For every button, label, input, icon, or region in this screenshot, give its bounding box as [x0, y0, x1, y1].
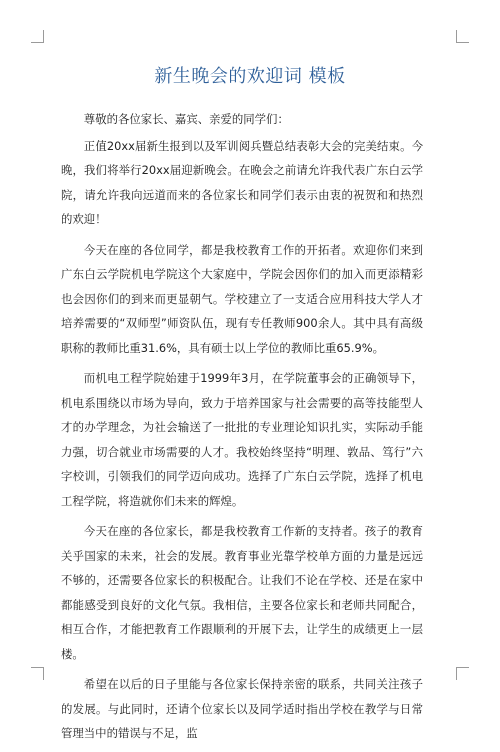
- body-paragraph: 今天在座的各位家长，都是我校教育工作新的支持者。孩子的教育关乎国家的未来，社会的发展。教育事业光靠学校单方面的力量是远远不够的，还需要各位家长的积极配合。让我们不论在学校、还是在家中都能感受到良好的文化气氛。我相信，主要各位家长和老师共同配合，相互合作，才能把教育工作跟顺利的开展下去，让学生的成绩更上一层楼。: [61, 524, 423, 661]
- salutation-paragraph: 尊敬的各位家长、嘉宾、亲爱的同学们：: [83, 112, 289, 126]
- body-paragraph: 今天在座的各位同学，都是我校教育工作的开拓者。欢迎你们来到广东白云学院机电学院这个大家庭中，学院会因你们的加入而更添精彩也会因你们的到来而更显朝气。学校建立了一支适合应用科技大学人才培养需要的“双师型”师资队伍，现有专任教师900余人。其中具有高级职称的教师比重31.6%，具有硕士以上学位的教师比重65.9%。: [61, 242, 423, 355]
- body-paragraph: 希望在以后的日子里能与各位家长保持亲密的联系，共同关注孩子的发展。与此同时，还请个位家长以及同学适时指出学校在教学与日常管理当中的错误与不足，监: [61, 677, 423, 740]
- crop-mark-top-right: [456, 30, 469, 43]
- document-title: 新生晚会的欢迎词 模板: [154, 66, 346, 87]
- crop-mark-top-left: [31, 30, 44, 43]
- body-paragraph: 正值20xx届新生报到以及军训阅兵暨总结表彰大会的完美结束。今晚，我们将举行20xx届迎新晚会。在晚会之前请允许我代表广东白云学院，请允许我向远道而来的各位家长和同学们表示由衷的祝贺和和热烈的欢迎！: [61, 138, 423, 226]
- crop-mark-bottom-left: [31, 667, 44, 680]
- body-paragraph: 而机电工程学院始建于1999年3月，在学院董事会的正确领导下，机电系围绕以市场为导向，致力于培养国家与社会需要的高等技能型人才的办学理念，为社会输送了一批批的专业理论知识扎实，实际动手能力强，切合就业市场需要的人才。我校始终坚持“明理、敦品、笃行”六字校训，引领我们的同学迈向成功。选择了广东白云学院，选择了机电工程学院，将造就你们未来的辉煌。: [61, 371, 423, 508]
- document-body: [61, 107, 423, 752]
- crop-mark-bottom-right: [456, 667, 469, 680]
